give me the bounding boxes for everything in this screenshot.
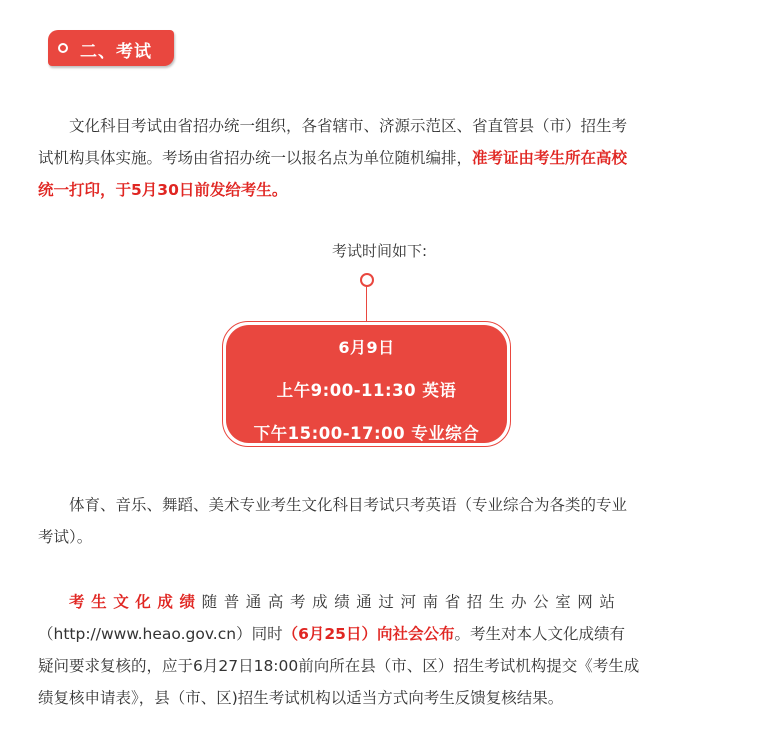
section-title: 二、考试 xyxy=(80,42,152,62)
paragraph-text: 试机构具体实施。考场由省招办统一以报名点为单位随机编排， xyxy=(38,149,473,167)
paragraph-line: 考试）。 xyxy=(38,528,93,546)
exam-session-afternoon: 下午15:00-17:00 专业综合 xyxy=(253,424,480,443)
timeline-connector xyxy=(366,286,367,322)
paragraph-text: 。考生对本人文化成绩有 xyxy=(454,625,625,643)
exam-schedule-card xyxy=(222,321,511,447)
exam-session-morning: 上午9:00-11:30 英语 xyxy=(276,381,457,400)
bullet-dot-icon xyxy=(58,43,68,53)
highlight-text: 准考证由考生所在高校 xyxy=(472,149,628,167)
paragraph-line: 体育、音乐、舞蹈、美术专业考生文化科目考试只考英语（专业综合为各类的专业 xyxy=(69,496,628,514)
art-students-paragraph xyxy=(38,489,694,553)
website-url-text: （http://www.heao.gov.cn）同时 xyxy=(38,625,283,643)
highlight-text: 统一打印，于5月30日前发给考生。 xyxy=(38,181,288,199)
exam-organization-paragraph xyxy=(38,110,694,206)
paragraph-text: 随普通高考成绩通过河南省招生办公室网站 xyxy=(201,593,622,611)
score-release-paragraph xyxy=(38,586,694,714)
paragraph-line: 文化科目考试由省招办统一组织，各省辖市、济源示范区、省直管县（市）招生考 xyxy=(69,117,628,135)
paragraph-line xyxy=(38,586,694,618)
exam-date: 6月9日 xyxy=(338,338,395,357)
paragraph-line: 疑问要求复核的，应于6月27日18:00前向所在县（市、区）招生考试机构提交《考生成 xyxy=(38,657,640,675)
paragraph-line: 绩复核申请表》，县（市、区)招生考试机构以适当方式向考生反馈复核结果。 xyxy=(38,689,564,707)
paragraph-line xyxy=(38,142,694,174)
paragraph-line xyxy=(38,618,694,650)
timeline-node-icon xyxy=(360,273,374,287)
highlight-text: 考生文化成绩 xyxy=(69,593,202,611)
exam-schedule-box xyxy=(226,325,507,443)
section-badge xyxy=(48,30,174,66)
highlight-text: （6月25日）向社会公布 xyxy=(282,625,455,643)
schedule-caption: 考试时间如下: xyxy=(331,242,428,260)
